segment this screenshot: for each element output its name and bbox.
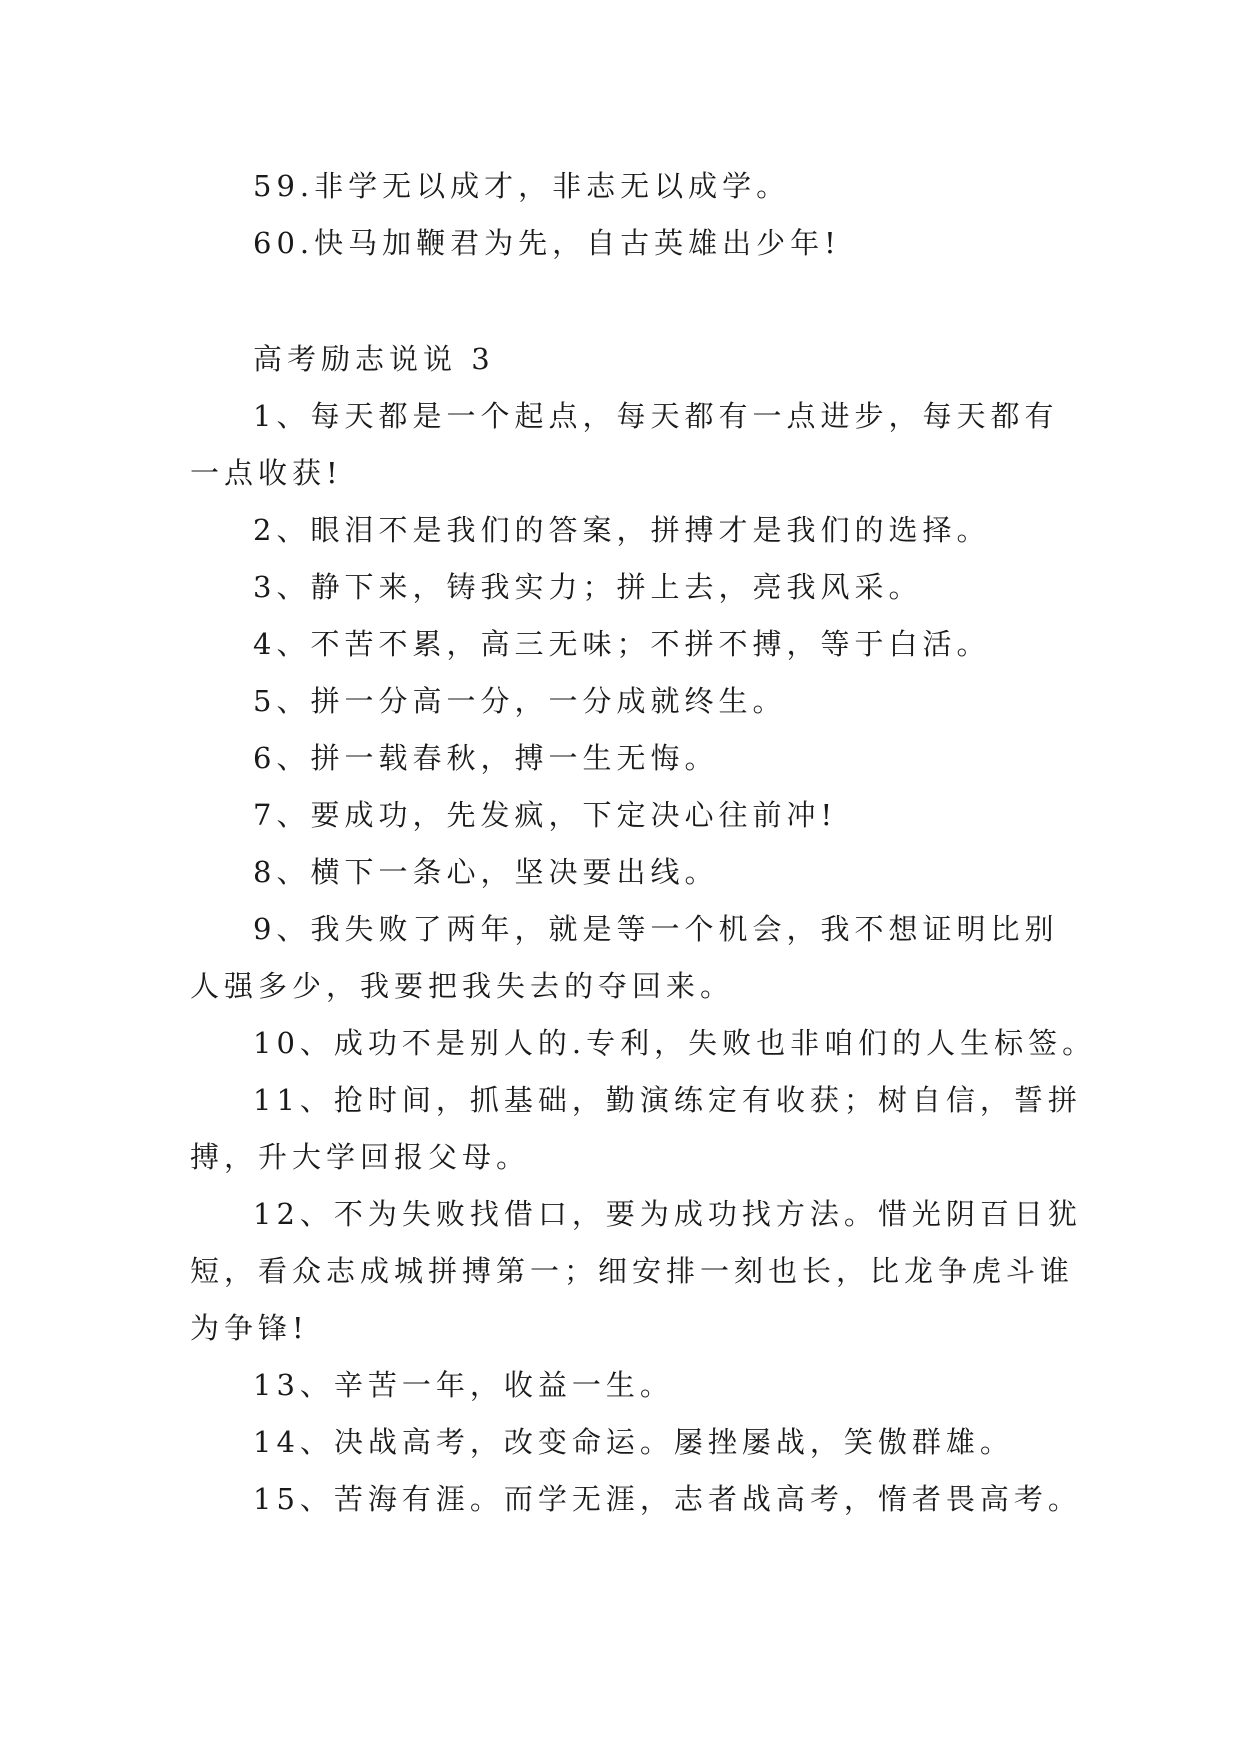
text-line: 6、拼一载春秋，搏一生无悔。 <box>253 741 719 775</box>
text-line: 人强多少，我要把我失去的夺回来。 <box>190 969 735 1003</box>
section-heading: 高考励志说说 3 <box>253 342 495 376</box>
text-line: 13、辛苦一年，收益一生。 <box>253 1368 674 1402</box>
text-line: 7、要成功，先发疯，下定决心往前冲! <box>253 798 838 832</box>
text-line: 12、不为失败找借口，要为成功找方法。惜光阴百日犹 <box>253 1197 1082 1231</box>
text-line: 14、决战高考，改变命运。屡挫屡战，笑傲群雄。 <box>253 1425 1014 1459</box>
text-line: 2、眼泪不是我们的答案，拼搏才是我们的选择。 <box>253 513 991 547</box>
text-line: 5、拼一分高一分，一分成就终生。 <box>253 684 787 718</box>
text-line: 60.快马加鞭君为先，自古英雄出少年! <box>253 226 841 260</box>
text-line: 4、不苦不累，高三无味；不拼不搏，等于白活。 <box>253 627 991 661</box>
text-line: 一点收获! <box>190 456 343 490</box>
text-line: 1、每天都是一个起点，每天都有一点进步，每天都有 <box>253 399 1059 433</box>
text-line: 11、抢时间，抓基础，勤演练定有收获；树自信，誓拼 <box>253 1083 1082 1117</box>
text-line: 8、横下一条心，坚决要出线。 <box>253 855 719 889</box>
text-line: 3、静下来，铸我实力；拼上去，亮我风采。 <box>253 570 923 604</box>
text-line: 10、成功不是别人的.专利，失败也非咱们的人生标签。 <box>253 1026 1097 1060</box>
text-line: 短，看众志成城拼搏第一；细安排一刻也长，比龙争虎斗谁 <box>190 1254 1075 1288</box>
text-line: 搏，升大学回报父母。 <box>190 1140 531 1174</box>
text-line: 59.非学无以成才，非志无以成学。 <box>253 169 791 203</box>
text-line: 为争锋! <box>190 1311 309 1345</box>
text-line: 9、我失败了两年，就是等一个机会，我不想证明比别 <box>253 912 1059 946</box>
text-line: 15、苦海有涯。而学无涯，志者战高考，惰者畏高考。 <box>253 1482 1082 1516</box>
